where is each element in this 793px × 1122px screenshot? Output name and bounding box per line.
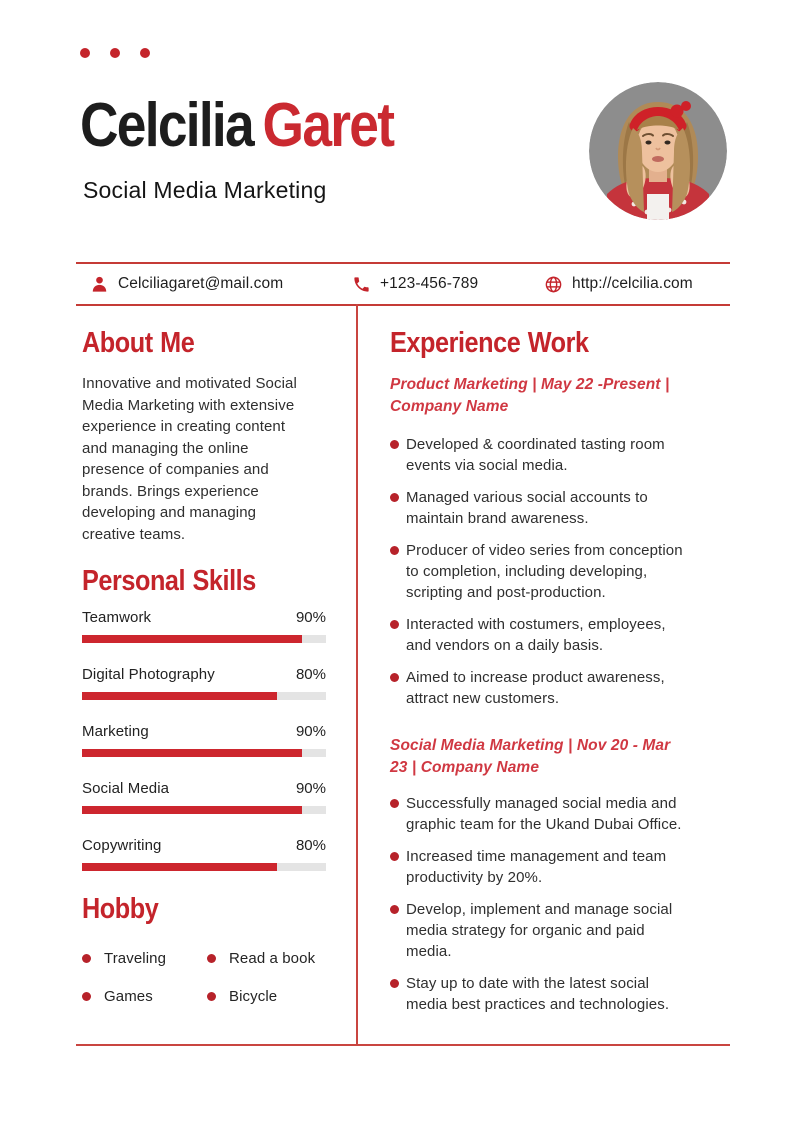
job-bullet-text: Aimed to increase product awareness, attract new customers. (406, 669, 665, 707)
hobby-heading: Hobby (82, 893, 159, 925)
hobby-item (82, 986, 207, 1006)
dot-icon (140, 48, 150, 58)
skill-bar-fill (82, 863, 277, 871)
skills-section (82, 566, 326, 871)
hobby-section (82, 894, 326, 1006)
skill-item (82, 837, 326, 871)
skills-heading: Personal Skills (82, 565, 256, 597)
job-bullet (390, 846, 705, 888)
skill-bar-track (82, 806, 326, 814)
skill-bar-fill (82, 749, 302, 757)
phone-icon (352, 275, 371, 294)
skill-label: Copywriting (82, 837, 162, 854)
skill-bar-fill (82, 692, 277, 700)
bullet-dot-icon (207, 954, 216, 963)
experience-section (390, 328, 705, 1015)
hobby-label: Games (104, 987, 153, 1005)
skill-percent: 80% (295, 837, 326, 854)
dot-icon (80, 48, 90, 58)
skill-bar-track (82, 749, 326, 757)
skill-bar-fill (82, 635, 302, 643)
contact-bar (76, 262, 730, 306)
job-bullet-text: Interacted with costumers, employees, and vendors on a daily basis. (406, 616, 666, 654)
contact-website[interactable] (544, 264, 693, 304)
jobs-list (390, 374, 705, 1015)
skill-bar-track (82, 863, 326, 871)
person-job-title: Social Media Marketing (83, 177, 327, 203)
skills-list (82, 609, 326, 871)
job-bullet (390, 487, 705, 529)
job-bullet-text: Stay up to date with the latest social media best practices and technologies. (406, 975, 670, 1013)
skill-percent: 90% (295, 780, 326, 797)
column-divider-line (356, 304, 358, 1044)
job-bullet-text: Producer of video series from conception to completion, including developing, scripting and post-production. (406, 542, 683, 601)
person-first-name: Celcilia (80, 91, 253, 160)
skill-percent: 90% (295, 609, 326, 626)
dot-icon (110, 48, 120, 58)
skill-item (82, 666, 326, 700)
right-column (390, 318, 705, 1026)
about-text: Innovative and motivated Social Media Marketing with extensive experience in creating content and managing the online presence of companies and brands. Brings experience developing and managing creative teams. (82, 375, 297, 543)
person-name (80, 92, 393, 160)
hobby-list (82, 948, 326, 1006)
job-bullet (390, 614, 705, 656)
skill-label: Social Media (82, 780, 170, 797)
bullet-dot-icon (390, 546, 399, 555)
skill-row (82, 609, 326, 629)
bullet-dot-icon (390, 673, 399, 682)
job-bullet-list (390, 793, 705, 1015)
about-section (82, 328, 326, 545)
skill-bar-fill (82, 806, 302, 814)
job-bullet-text: Increased time management and team productivity by 20%. (406, 848, 667, 886)
skill-label: Teamwork (82, 609, 152, 626)
skill-row (82, 723, 326, 743)
job-bullet (390, 434, 705, 476)
decorative-dots (80, 48, 150, 58)
hobby-label: Read a book (229, 949, 316, 967)
job-entry (390, 735, 705, 1015)
email-text: Celciliagaret@mail.com (118, 275, 284, 292)
skill-item (82, 780, 326, 814)
bottom-rule-line (76, 1044, 730, 1046)
contact-email[interactable] (90, 264, 283, 304)
bullet-dot-icon (390, 620, 399, 629)
skill-label: Marketing (82, 723, 149, 740)
job-bullet-text: Managed various social accounts to maintain brand awareness. (406, 489, 648, 527)
skill-row (82, 780, 326, 800)
avatar-illustration (589, 82, 727, 220)
bullet-dot-icon (207, 992, 216, 1001)
bullet-dot-icon (390, 852, 399, 861)
skill-percent: 90% (295, 723, 326, 740)
skill-row (82, 837, 326, 857)
skill-percent: 80% (295, 666, 326, 683)
bullet-dot-icon (82, 992, 91, 1001)
skill-bar-track (82, 635, 326, 643)
contact-phone[interactable] (352, 264, 478, 304)
left-column (82, 318, 326, 1006)
hobby-item (207, 948, 326, 968)
person-last-name: Garet (262, 91, 394, 160)
skill-label: Digital Photography (82, 666, 215, 683)
bullet-dot-icon (390, 979, 399, 988)
job-bullet (390, 899, 705, 962)
skill-row (82, 666, 326, 686)
job-bullet-text: Successfully managed social media and graphic team for the Ukand Dubai Office. (406, 795, 682, 833)
bullet-dot-icon (390, 440, 399, 449)
person-icon (90, 275, 109, 294)
about-heading: About Me (82, 327, 195, 359)
bullet-dot-icon (82, 954, 91, 963)
hobby-item (207, 986, 326, 1006)
hobby-item (82, 948, 207, 968)
profile-photo (589, 82, 727, 220)
skill-item (82, 723, 326, 757)
bullet-dot-icon (390, 799, 399, 808)
job-bullet-list (390, 434, 705, 709)
skill-item (82, 609, 326, 643)
hobby-label: Bicycle (229, 987, 278, 1005)
website-text: http://celcilia.com (572, 275, 693, 292)
job-bullet (390, 793, 705, 835)
job-bullet-text: Developed & coordinated tasting room events via social media. (406, 436, 665, 474)
job-entry (390, 374, 705, 709)
bullet-dot-icon (390, 493, 399, 502)
globe-icon (544, 275, 563, 294)
bullet-dot-icon (390, 905, 399, 914)
job-bullet (390, 540, 705, 603)
skill-bar-track (82, 692, 326, 700)
phone-text: +123-456-789 (380, 275, 479, 292)
hobby-label: Traveling (104, 949, 167, 967)
job-title: Social Media Marketing | Nov 20 - Mar 23 | Company Name (390, 737, 671, 776)
job-bullet (390, 667, 705, 709)
experience-heading: Experience Work (390, 327, 589, 359)
job-bullet (390, 973, 705, 1015)
job-bullet-text: Develop, implement and manage social media strategy for organic and paid media. (406, 901, 673, 960)
job-title: Product Marketing | May 22 -Present | Company Name (390, 376, 670, 415)
